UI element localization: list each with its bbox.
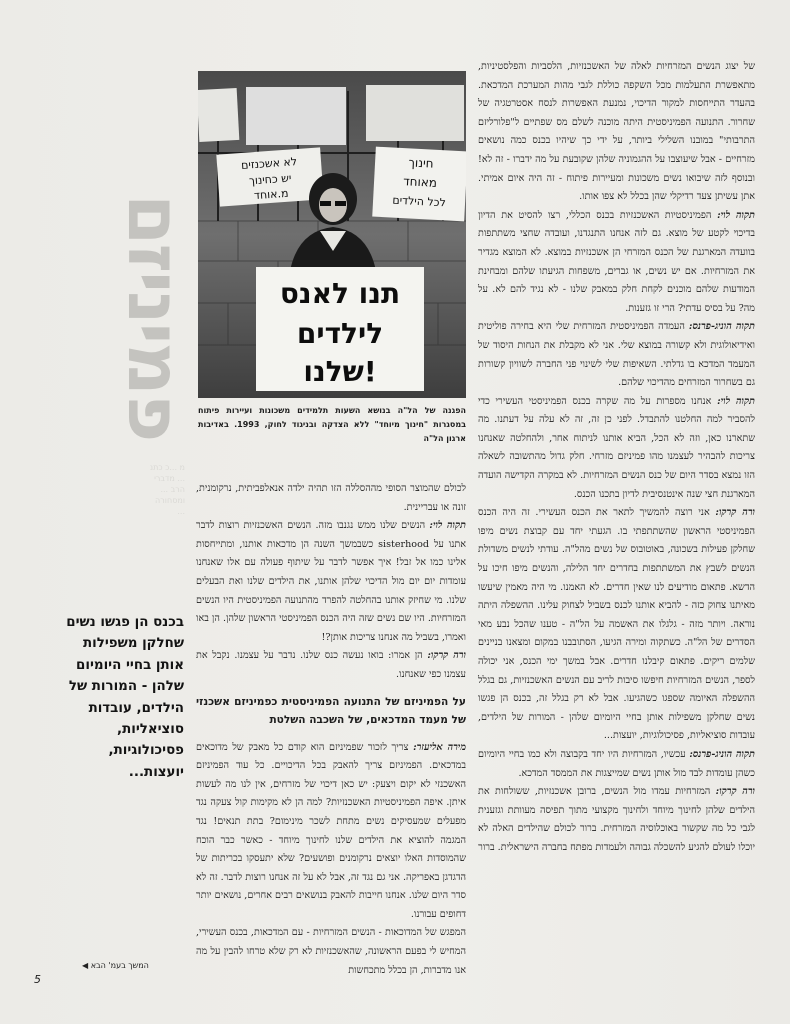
speaker-name: תקוה לוי: [717, 395, 755, 407]
paragraph-text: המפגש של המדוכאות - הנשים המזרחיות - עם המדכאות, בכנס העשירי, המחיש לי בפעם הראשונה, שהאשכנזיות לא רק שלא טרחו להבין על מה אנו מדברות, הן בכלל מתכחשות [196, 927, 466, 976]
sign-right-line: לכל הילדים [392, 193, 447, 210]
article-column-right [478, 58, 755, 858]
main-sign-line: שלנו! [303, 355, 377, 388]
main-sign-line: לילדים [296, 317, 384, 350]
speaker-name: ורה קרקו: [427, 650, 466, 662]
main-sign-line: תנו לאנס [279, 277, 401, 310]
photo-caption: הפגנה של הל"ה בנושא השעות תלמידים משכונות ועיירות פיתוח במסגרות "חינוך מיוחד" ללא הצדקה ובניגוד לחוק, 1993. באדיבות ארגון הל"ה [198, 406, 466, 443]
paragraph [196, 480, 466, 517]
speaker-name: תקוה לוי: [717, 209, 755, 221]
speaker-name: ורה קרקו: [715, 786, 755, 798]
background-sign [246, 87, 346, 145]
paragraph-text: צריך לזכור שפמיניזם הוא קודם כל מאבק של מדוכאים במדכאים. הפמיניזם צריך להאבק בכל הדיכויים. כל עוד הפמיניזם האשכנזי לא יקום ויצעק: יש כאן דיכוי של מזרחים, אין לנו מה לעשות איתן. איפה הפמיניסטיות האשכנזיות? למה הן לא מקימות קול צעקה נגד מפעלים שמעסיקים נשים מתחת לשכר מינימום? בתת תנאים! נגד המגמה להוציא את הילדים שלנו לחינוך מיוחד - כאשר כבר הוכח שהמוסדות האלו יוצאים נרקומנים ופושעים? שלא יתעסקו בכריתות של הדגדגן באפריקה. אני גם נגד זה, אבל לא על זה אנחנו רוצות לדבר. זה לא סדר היום שלנו. אנחנו חייבות להאבק בנושאים רבים אחרים, נושאים יותר דחופים עבורנו. [196, 741, 466, 920]
paragraph [478, 58, 755, 207]
arrow-left-icon: ◀ [82, 961, 89, 970]
protest-photo-image [198, 71, 466, 398]
paragraph [478, 783, 755, 857]
sign-right-line: חינוך [408, 155, 434, 171]
paragraph-text: העמדה הפמיניסטית המזרחית שלי היא בחירה פוליטית ואידיאולוגית ולא קשורה במוצא שלי. אני לא מקבלת את הנחות היסוד של המעמד המדכא בו גדלתי. השאיפות שלי לשינוי פני החברה לשוויון קשורות גם בשחרור המזרחים מהדיכוי שלהם. [478, 321, 755, 389]
paragraph-text: אני רוצה להמשיך לתאר את הכנס העשירי. זה היה הכנס הפמיניסטי הראשון שהשתתפתי בו. הגעתי יחד עם קבוצת נשים מיפו שחלקן פעילות בשכונה, באוטובוס של נשים מהל"ה. עודתי לנשים משדולת הנשים לשבץ את המשתתפות בחדרים יחד הלילה, והנשים מיפו חיכו על הדשא. פתאום מודיעים לנו שאין חדרים. לא האמנו. מי היה מאמין שיעשו מאיתנו צחוק כזה - להביא אותנו לכנס בשביל לצחוק עלינו. ההשפלה היתה נוראה. ויותר מזה - גלגלו את האשמה על הל"ה - טענו שהכל נבע מאי הסדרים של הל"ה. כשתקוה ומירה הגיעו, הסתובבנו במקום ומצאנו בניינים שלמים ריקים. פתאום קיבלנו חדרים. אבל במשך ימי הכנס, אני יכולה לספר, הנשים המזרחיות חיפשו סיבות לריב עם הנשים האשכנזיות, גם בגלל ההשפלה האיומה שספגו כשהגיעו. אבל לא רק בגלל זה, בכנס הן פגשו נשים שחלקן משפילות אותן בחיי היומיום שלהן - המורות של הילדים, עובדות סוציאליות, פסיכולוגיות, יועצות... [478, 507, 755, 742]
sign-left-line: מ.אוחד [253, 186, 289, 203]
paragraph [478, 318, 755, 392]
continue-label: המשך בעמ' הבא [90, 961, 149, 970]
speaker-name: מירה אליעזר: [413, 741, 467, 753]
article-column-middle [196, 480, 466, 980]
ghost-text: מ ...כ כתנ ... מדברי הרב ... ומסחורה ... [149, 463, 185, 516]
paragraph-text: הפמיניסטיות האשכנזיות בכנס הכללי, רצו להסיט את הדיון בדיכוי לקטע של מוצא. גם לזה אנחנו התנגדנו, ועובדה שחצי משתתפות בוועדה המארגנת של הכנס המזרחי הן אשכנזיות במוצא. לא המוצא מגדיר את המזרחיות. אם יש נשים, או גברים, משפחות הגיעתו שלהם ומבחינת המודעות שלהם מוכנים לקחת חלק במאבק שלנו - לא נגיד להם לא. על מה? על בסיס עדתי? הרי זו גזענות. [478, 209, 755, 314]
paragraph-text: לכולם שהמוצר הסופי מההסללה הזו תהיה ילדה אנאלפביתית, נרקומנית, זונה או עבריינית. [196, 483, 466, 513]
section-title: פמיניזם [111, 193, 197, 440]
paragraph-text: עכשיו, המזרחיות היו יחד בקבוצה ולא כמו בחיי היומיום כשהן עומדות לבד מול אותן נשים שמייצגות את הממסד המדכא. [478, 748, 755, 779]
background-sign [366, 85, 464, 141]
paragraph [478, 504, 755, 746]
page-number: 5 [34, 973, 41, 986]
speaker-name: תקוה לוי: [429, 520, 466, 532]
paragraph [196, 647, 466, 684]
speaker-name: תקוה הוניג-פרנס: [688, 321, 755, 333]
sign-left-line: יש כחינוך [248, 171, 292, 188]
paragraph-text: הנשים שלנו ממש נגנבו מזה. הנשים האשכנזיות רוצות לדבר אתנו על sisterhood כשבמשך השנה הן מדכאות אותנו, ומתייחסות אלינו כמו אל זבל! איך אפשר לדבר על שיתוף פעולה עם אלו שאנחנו עומדות יום יום מול הדיכוי שלהן אותנו, את הילדים שלנו ואת הבעלים שלנו. מי שחיזק אותנו בהחלטה להפרד מהתנועה הפמיניסטית היו הנשים המזרחיות. היו שם נשים שזה היה הכנס הפמיניסטי הראשון שלהן. הן באו ואמרו, בשביל מה אנחנו צריכות אותן?! [196, 520, 466, 643]
background-sign [198, 88, 239, 142]
sign-left-line: לא אשכנזים [240, 155, 298, 172]
continue-note[interactable] [82, 961, 149, 970]
paragraph [478, 393, 755, 505]
paragraph [478, 746, 755, 783]
speaker-name: תקוה הוניג-פרנס: [689, 748, 755, 760]
section-heading: על הפמיניזם של התנועה הפמיניסטית כפמיניזם אשכנזי של מעמד המדכאים, של השכבה השלטת [196, 695, 466, 726]
paragraph [196, 924, 466, 980]
speaker-name: ורה קרקו: [715, 507, 755, 519]
pull-quote: בכנס הן פגשו נשים שחלקן משפילות אותן בחיי היומיום שלהן - המורות של הילדים, עובדות סוציאליות, פסיכולוגיות, יועצות... [66, 615, 184, 780]
paragraph-text: של יצוג הנשים המזרחיות לאלה של האשכנזיות, הלסביות והפלסטיניות, מתאפשרת התעלמות מכל השקפה כוללת לגבי מהות המערכת המדכאת. בהעדר התייחסות למקור הדיכוי, נמנעת האפשרות לנסח אסטרטגיה של שחרור. התנועה הפמיניסטית היתה מוכנה לשלם מס שפתיים ל"פלורליזם התרבותי" במובנו השלילי ביותר, על ידי כך שיהיו בכנס כמה נושאים מזרחיים - אבל שיעוצבו על ההגמוניה שלהן שקובעת על מה ידברו - זה לא! ובנוסף לזה שיבואו נשים משכונות ומעיירות פיתוח - זה היה איום אמיתי. אתן עשיתן צעד רדיקלי שהן בכלל לא צפו אותו. [478, 61, 755, 203]
paragraph-text: המזרחיות עמדו מול הנשים, ברובן אשכנזיות, ששולחות את הילדים שלהן לחינוך מיוחד ולחינוך מקצועי מתוך תפיסה מעוותת וגזענית לגבי כל מה שקשור באוכלוסיה המזרחית. ברור לכולם שהילדים האלה לא יוכלו לעולם להגיע להשכלה גבוהה ולעמדות מפתח בחברה הישראלית. ברור [478, 786, 755, 853]
paragraph [196, 517, 466, 647]
paragraph [196, 739, 466, 925]
paragraph-text: הן אמרו: בואו נעשה כנס שלנו. נדבר על עצמנו. נקבל את עצמנו כפי שאנחנו. [196, 650, 466, 680]
paragraph-text: אנחנו מספרות על מה שקרה בכנס הפמיניסטי העשירי כדי להסביר למה החלטנו להתבדל. לפני כן זה, זה לא עלה על דעתנו. מה שתארנו כאן, וזה לא הכל, הביא אותנו לניתוח אחר, ולהחלטה שאנחנו צריכות להבהיר לעצמנו מהו פמיניזם מזרחי. חלק גדול מהתשובה לשאלה הזו נמצא בסדר היום של כנס הנשים המזרחיות. לא במקרה הקדישה הועדה המארגנת חצי שנה אינטנסיבית לדיון בתכנו הכנס. [478, 395, 755, 500]
paragraph [478, 207, 755, 319]
sign-right-line: מאוחד [402, 174, 438, 190]
protest-photo [198, 71, 466, 398]
